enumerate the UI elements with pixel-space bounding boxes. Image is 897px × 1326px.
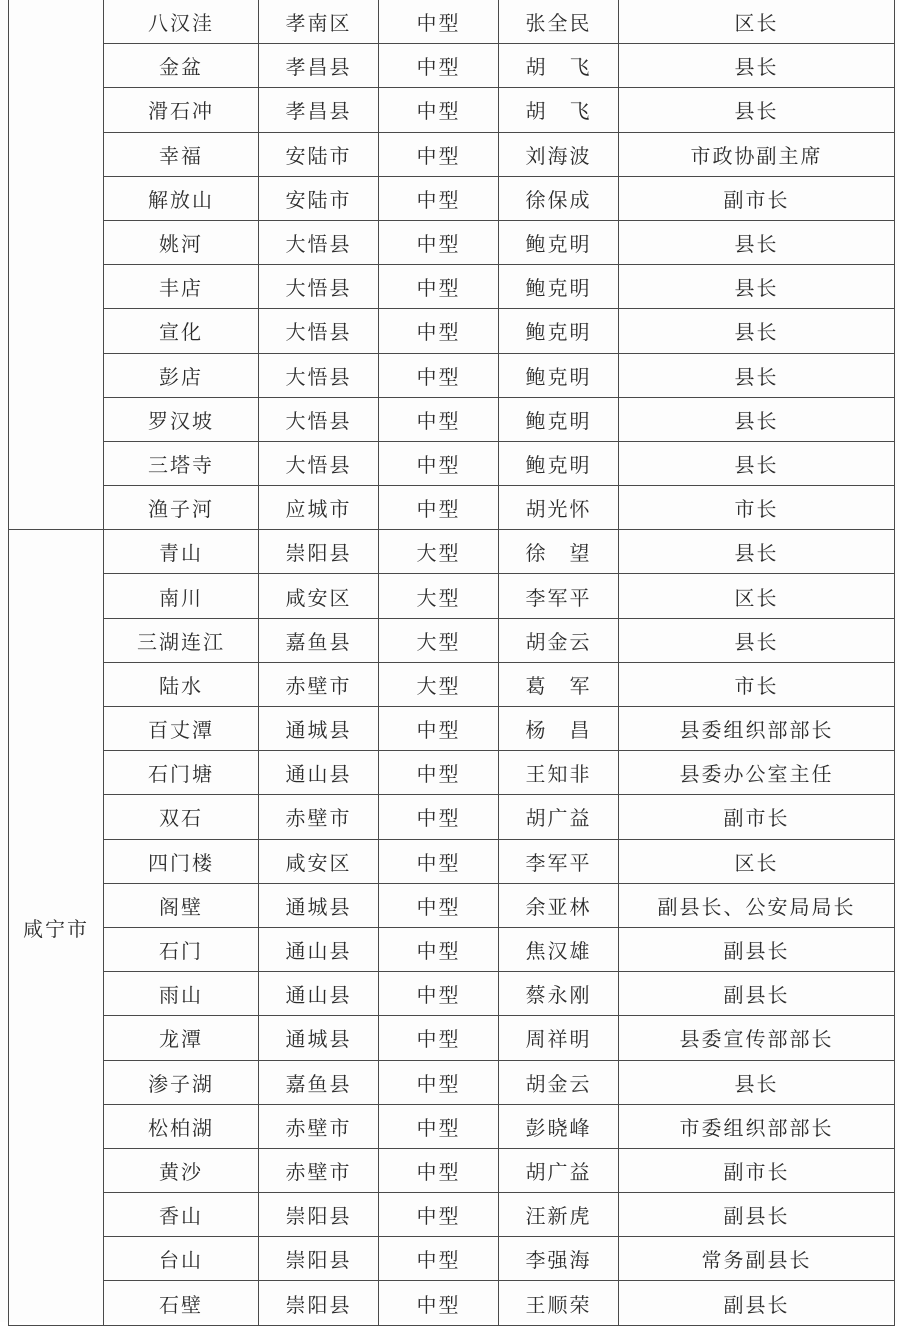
district-cell: 孝南区	[259, 0, 379, 44]
reservoir-name-cell: 百丈潭	[104, 707, 259, 751]
reservoir-name-cell: 幸福	[104, 132, 259, 176]
scale-type-cell: 中型	[379, 707, 499, 751]
scale-type-cell: 大型	[379, 662, 499, 706]
reservoir-responsibility-table	[8, 0, 895, 1326]
table-row	[9, 1060, 895, 1104]
district-cell: 安陆市	[259, 132, 379, 176]
district-cell: 崇阳县	[259, 1281, 379, 1325]
reservoir-name-cell: 香山	[104, 1193, 259, 1237]
table-row	[9, 662, 895, 706]
position-title-cell: 区长	[619, 0, 895, 44]
table-row	[9, 44, 895, 88]
table-row	[9, 1148, 895, 1192]
district-cell: 孝昌县	[259, 44, 379, 88]
responsible-person-cell: 胡光怀	[499, 486, 619, 530]
scale-type-cell: 大型	[379, 530, 499, 574]
district-cell: 大悟县	[259, 441, 379, 485]
scale-type-cell: 中型	[379, 927, 499, 971]
position-title-cell: 市长	[619, 486, 895, 530]
position-title-cell: 县长	[619, 530, 895, 574]
scale-type-cell: 中型	[379, 972, 499, 1016]
responsible-person-cell: 汪新虎	[499, 1193, 619, 1237]
reservoir-name-cell: 四门楼	[104, 839, 259, 883]
responsible-person-cell: 余亚林	[499, 883, 619, 927]
position-title-cell: 市政协副主席	[619, 132, 895, 176]
position-title-cell: 副县长	[619, 972, 895, 1016]
scale-type-cell: 大型	[379, 574, 499, 618]
position-title-cell: 县长	[619, 265, 895, 309]
table-row	[9, 1104, 895, 1148]
reservoir-name-cell: 龙潭	[104, 1016, 259, 1060]
district-cell: 通城县	[259, 883, 379, 927]
position-title-cell: 县长	[619, 220, 895, 264]
responsible-person-cell: 葛 军	[499, 662, 619, 706]
table-row	[9, 751, 895, 795]
reservoir-name-cell: 三塔寺	[104, 441, 259, 485]
district-cell: 通山县	[259, 751, 379, 795]
table-row	[9, 353, 895, 397]
position-title-cell: 市长	[619, 662, 895, 706]
reservoir-name-cell: 渔子河	[104, 486, 259, 530]
district-cell: 赤壁市	[259, 662, 379, 706]
responsible-person-cell: 刘海波	[499, 132, 619, 176]
reservoir-name-cell: 黄沙	[104, 1148, 259, 1192]
position-title-cell: 副县长	[619, 1193, 895, 1237]
scale-type-cell: 中型	[379, 1148, 499, 1192]
position-title-cell: 区长	[619, 839, 895, 883]
responsible-person-cell: 王顺荣	[499, 1281, 619, 1325]
district-cell: 大悟县	[259, 397, 379, 441]
table-row	[9, 530, 895, 574]
position-title-cell: 县长	[619, 353, 895, 397]
scale-type-cell: 中型	[379, 1193, 499, 1237]
table-row	[9, 88, 895, 132]
scale-type-cell: 中型	[379, 265, 499, 309]
position-title-cell: 县长	[619, 44, 895, 88]
scale-type-cell: 中型	[379, 220, 499, 264]
scale-type-cell: 中型	[379, 44, 499, 88]
reservoir-name-cell: 丰店	[104, 265, 259, 309]
district-cell: 大悟县	[259, 265, 379, 309]
responsible-person-cell: 鲍克明	[499, 441, 619, 485]
position-title-cell: 县委宣传部部长	[619, 1016, 895, 1060]
position-title-cell: 市委组织部部长	[619, 1104, 895, 1148]
reservoir-name-cell: 台山	[104, 1237, 259, 1281]
district-cell: 崇阳县	[259, 1237, 379, 1281]
table-row	[9, 927, 895, 971]
scale-type-cell: 中型	[379, 309, 499, 353]
position-title-cell: 县长	[619, 618, 895, 662]
reservoir-name-cell: 石门	[104, 927, 259, 971]
table-row	[9, 397, 895, 441]
reservoir-name-cell: 青山	[104, 530, 259, 574]
reservoir-name-cell: 石门塘	[104, 751, 259, 795]
table-row	[9, 441, 895, 485]
district-cell: 大悟县	[259, 353, 379, 397]
district-cell: 应城市	[259, 486, 379, 530]
table-row	[9, 486, 895, 530]
responsible-person-cell: 李军平	[499, 574, 619, 618]
position-title-cell: 副县长	[619, 1281, 895, 1325]
scale-type-cell: 中型	[379, 839, 499, 883]
scale-type-cell: 中型	[379, 397, 499, 441]
table-row	[9, 0, 895, 44]
table-row	[9, 176, 895, 220]
position-title-cell: 县长	[619, 441, 895, 485]
district-cell: 赤壁市	[259, 1148, 379, 1192]
position-title-cell: 常务副县长	[619, 1237, 895, 1281]
reservoir-name-cell: 石壁	[104, 1281, 259, 1325]
table-row	[9, 220, 895, 264]
city-cell: 咸宁市	[9, 530, 104, 1325]
reservoir-name-cell: 双石	[104, 795, 259, 839]
table-row	[9, 839, 895, 883]
table-row	[9, 883, 895, 927]
reservoir-name-cell: 彭店	[104, 353, 259, 397]
district-cell: 大悟县	[259, 309, 379, 353]
district-cell: 嘉鱼县	[259, 618, 379, 662]
responsible-person-cell: 张全民	[499, 0, 619, 44]
reservoir-name-cell: 渗子湖	[104, 1060, 259, 1104]
scale-type-cell: 中型	[379, 1104, 499, 1148]
reservoir-name-cell: 姚河	[104, 220, 259, 264]
scale-type-cell: 中型	[379, 795, 499, 839]
responsible-person-cell: 鲍克明	[499, 309, 619, 353]
responsible-person-cell: 胡金云	[499, 1060, 619, 1104]
district-cell: 崇阳县	[259, 530, 379, 574]
responsible-person-cell: 王知非	[499, 751, 619, 795]
responsible-person-cell: 胡 飞	[499, 44, 619, 88]
scale-type-cell: 中型	[379, 751, 499, 795]
scale-type-cell: 中型	[379, 1237, 499, 1281]
position-title-cell: 副县长、公安局局长	[619, 883, 895, 927]
position-title-cell: 县长	[619, 397, 895, 441]
reservoir-name-cell: 宣化	[104, 309, 259, 353]
scale-type-cell: 中型	[379, 883, 499, 927]
table-row	[9, 1237, 895, 1281]
district-cell: 通城县	[259, 1016, 379, 1060]
district-cell: 崇阳县	[259, 1193, 379, 1237]
table-row	[9, 1193, 895, 1237]
scale-type-cell: 中型	[379, 88, 499, 132]
responsible-person-cell: 鲍克明	[499, 265, 619, 309]
reservoir-name-cell: 雨山	[104, 972, 259, 1016]
district-cell: 安陆市	[259, 176, 379, 220]
district-cell: 嘉鱼县	[259, 1060, 379, 1104]
district-cell: 通山县	[259, 927, 379, 971]
scale-type-cell: 中型	[379, 1016, 499, 1060]
table-row	[9, 618, 895, 662]
position-title-cell: 区长	[619, 574, 895, 618]
responsible-person-cell: 周祥明	[499, 1016, 619, 1060]
district-cell: 大悟县	[259, 220, 379, 264]
responsible-person-cell: 徐 望	[499, 530, 619, 574]
district-cell: 赤壁市	[259, 795, 379, 839]
scale-type-cell: 中型	[379, 132, 499, 176]
table-body	[9, 0, 895, 1325]
table-row	[9, 707, 895, 751]
position-title-cell: 副市长	[619, 176, 895, 220]
position-title-cell: 县长	[619, 1060, 895, 1104]
reservoir-name-cell: 松柏湖	[104, 1104, 259, 1148]
responsible-person-cell: 胡广益	[499, 1148, 619, 1192]
table-row	[9, 309, 895, 353]
responsible-person-cell: 蔡永刚	[499, 972, 619, 1016]
table-row	[9, 1281, 895, 1325]
reservoir-name-cell: 罗汉坡	[104, 397, 259, 441]
scale-type-cell: 中型	[379, 176, 499, 220]
reservoir-name-cell: 解放山	[104, 176, 259, 220]
table-row	[9, 574, 895, 618]
position-title-cell: 县委组织部部长	[619, 707, 895, 751]
position-title-cell: 副县长	[619, 927, 895, 971]
responsible-person-cell: 胡广益	[499, 795, 619, 839]
responsible-person-cell: 李强海	[499, 1237, 619, 1281]
table-row	[9, 795, 895, 839]
responsible-person-cell: 鲍克明	[499, 353, 619, 397]
table-row	[9, 132, 895, 176]
position-title-cell: 县长	[619, 88, 895, 132]
district-cell: 通城县	[259, 707, 379, 751]
responsible-person-cell: 鲍克明	[499, 397, 619, 441]
scale-type-cell: 中型	[379, 486, 499, 530]
position-title-cell: 县长	[619, 309, 895, 353]
reservoir-name-cell: 金盆	[104, 44, 259, 88]
table-row	[9, 1016, 895, 1060]
responsible-person-cell: 鲍克明	[499, 220, 619, 264]
district-cell: 咸安区	[259, 839, 379, 883]
table-row	[9, 972, 895, 1016]
city-cell	[9, 0, 104, 530]
district-cell: 孝昌县	[259, 88, 379, 132]
position-title-cell: 副市长	[619, 1148, 895, 1192]
responsible-person-cell: 胡 飞	[499, 88, 619, 132]
position-title-cell: 副市长	[619, 795, 895, 839]
district-cell: 咸安区	[259, 574, 379, 618]
scale-type-cell: 中型	[379, 0, 499, 44]
reservoir-name-cell: 南川	[104, 574, 259, 618]
scale-type-cell: 中型	[379, 353, 499, 397]
responsible-person-cell: 李军平	[499, 839, 619, 883]
table-row	[9, 265, 895, 309]
responsible-person-cell: 胡金云	[499, 618, 619, 662]
scale-type-cell: 中型	[379, 1060, 499, 1104]
district-cell: 通山县	[259, 972, 379, 1016]
responsible-person-cell: 彭晓峰	[499, 1104, 619, 1148]
scale-type-cell: 中型	[379, 441, 499, 485]
district-cell: 赤壁市	[259, 1104, 379, 1148]
reservoir-name-cell: 八汉洼	[104, 0, 259, 44]
responsible-person-cell: 焦汉雄	[499, 927, 619, 971]
reservoir-name-cell: 滑石冲	[104, 88, 259, 132]
reservoir-name-cell: 陆水	[104, 662, 259, 706]
scale-type-cell: 大型	[379, 618, 499, 662]
responsible-person-cell: 徐保成	[499, 176, 619, 220]
position-title-cell: 县委办公室主任	[619, 751, 895, 795]
scale-type-cell: 中型	[379, 1281, 499, 1325]
responsible-person-cell: 杨 昌	[499, 707, 619, 751]
reservoir-name-cell: 阁壁	[104, 883, 259, 927]
reservoir-name-cell: 三湖连江	[104, 618, 259, 662]
